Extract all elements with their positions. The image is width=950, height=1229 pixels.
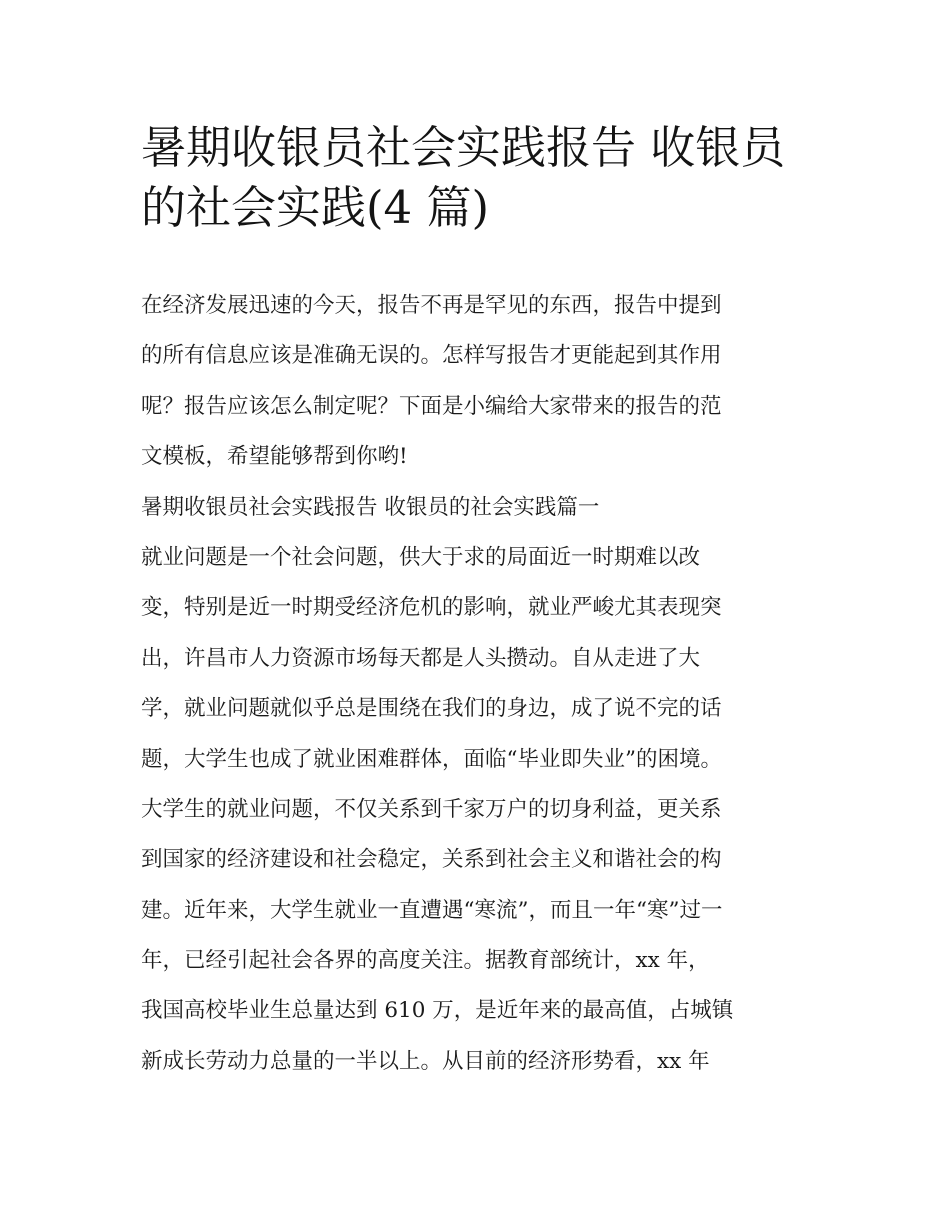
body-line: 学，就业问题就似乎总是围绕在我们的身边，成了说不完的话 bbox=[141, 696, 722, 722]
body-line: 呢？报告应该怎么制定呢？下面是小编给大家带来的报告的范 bbox=[141, 393, 722, 419]
body-line: 出，许昌市人力资源市场每天都是人头攒动。自从走进了大 bbox=[141, 645, 701, 671]
body-line: 建。近年来，大学生就业一直遭遇“寒流”，而且一年“寒”过一 bbox=[141, 897, 723, 923]
body-line: 我国高校毕业生总量达到 610 万，是近年来的最高值，占城镇 bbox=[141, 998, 734, 1024]
document-title: 暑期收银员社会实践报告 收银员的社会实践(4 篇) bbox=[141, 121, 786, 234]
body-line: 大学生的就业问题，不仅关系到千家万户的切身利益，更关系 bbox=[141, 796, 722, 822]
body-line: 的所有信息应该是准确无误的。怎样写报告才更能起到其作用 bbox=[141, 343, 722, 369]
document-body bbox=[141, 281, 811, 1087]
body-line: 在经济发展迅速的今天，报告不再是罕见的东西，报告中提到 bbox=[141, 293, 722, 318]
body-line: 题，大学生也成了就业困难群体，面临“毕业即失业”的困境。 bbox=[141, 746, 722, 772]
body-line: 变，特别是近一时期受经济危机的影响，就业严峻尤其表现突 bbox=[141, 595, 722, 621]
body-line: 新成长劳动力总量的一半以上。从目前的经济形势看，xx 年 bbox=[141, 1048, 710, 1074]
section-heading: 暑期收银员社会实践报告 收银员的社会实践篇一 bbox=[141, 494, 600, 520]
body-line: 文模板，希望能够帮到你哟! bbox=[141, 444, 408, 470]
body-line: 就业问题是一个社会问题，供大于求的局面近一时期难以改 bbox=[141, 544, 701, 570]
body-line: 年，已经引起社会各界的高度关注。据教育部统计，xx 年， bbox=[141, 948, 710, 974]
body-line: 到国家的经济建设和社会稳定，关系到社会主义和谐社会的构 bbox=[141, 847, 722, 873]
